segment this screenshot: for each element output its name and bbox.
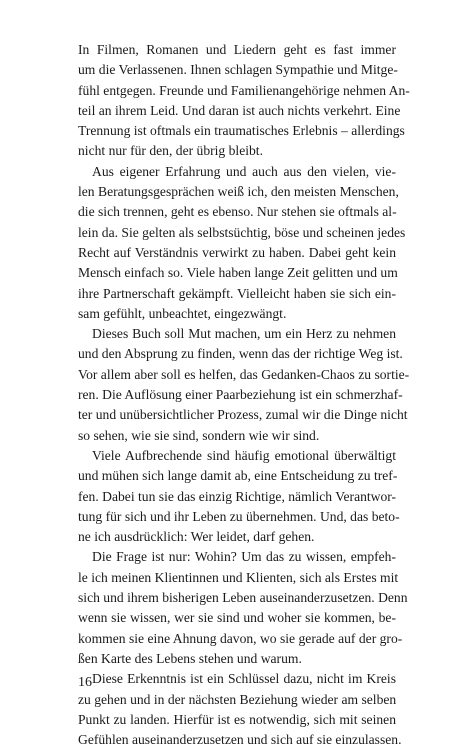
text-line: so sehen, wie sie sind, sondern wie wir sind. <box>78 427 320 443</box>
paragraph <box>78 446 400 547</box>
paragraph <box>78 162 406 324</box>
text-line: zu gehen und in der nächsten Beziehung wieder am selben <box>78 691 397 707</box>
text-line: nicht nur für den, der übrig bleibt. <box>78 143 263 159</box>
text-line: sam gefühlt, unbeachtet, eingezwängt. <box>78 305 287 321</box>
text-line: Mensch einfach so. Viele haben lange Zeit gelitten und um <box>78 265 398 281</box>
text-line: tung für sich und ihr Leben zu übernehmen. Und, das beto- <box>78 508 400 524</box>
page-number: 16 <box>78 675 92 690</box>
text-line: und mühen sich lange damit ab, eine Entscheidung zu tref- <box>78 468 398 484</box>
text-line: fen. Dabei tun sie das einzig Richtige, nämlich Verantwor- <box>78 488 397 504</box>
text-line: fühl entgegen. Freunde und Familienangehörige nehmen An- <box>78 82 410 98</box>
text-line: ter und unübersichtlicher Prozess, zumal wir die Dinge nicht <box>78 407 408 423</box>
text-line: sich und ihrem bisherigen Leben auseinanderzusetzen. Denn <box>78 590 408 606</box>
text-line: wenn sie wissen, wer sie sind und woher sie kommen, be- <box>78 610 396 626</box>
text-line: Die Frage ist nur: Wohin? Um das zu wissen, empfeh- <box>92 549 396 565</box>
text-line: Trennung ist oftmals ein traumatisches Erlebnis – allerdings <box>78 123 405 139</box>
text-line: ihre Partnerschaft gekämpft. Vielleicht haben sie sich ein- <box>78 285 396 301</box>
text-line: Dieses Buch soll Mut machen, um ein Herz zu nehmen <box>92 326 396 342</box>
text-line: In Filmen, Romanen und Liedern geht es fast immer <box>78 42 396 57</box>
paragraph <box>78 324 410 446</box>
text-line: kommen sie eine Ahnung davon, wo sie gerade auf der gro- <box>78 630 403 646</box>
text-line: um die Verlassenen. Ihnen schlagen Sympathie und Mitge- <box>78 62 398 78</box>
text-line: Viele Aufbrechende sind häufig emotional überwältigt <box>92 447 396 463</box>
text-line: die sich trennen, geht es ebenso. Nur stehen sie oftmals al- <box>78 204 397 220</box>
paragraph <box>78 669 402 750</box>
text-line: Diese Erkenntnis ist ein Schlüssel dazu, nicht im Kreis <box>92 671 396 687</box>
body-text <box>78 40 410 750</box>
text-line: ßen Karte des Lebens stehen und warum. <box>78 650 302 666</box>
text-line: ne ich ausdrücklich: Wer leidet, darf gehen. <box>78 529 315 545</box>
text-line: lein da. Sie gelten als selbstsüchtig, böse und scheinen jedes <box>78 224 406 240</box>
paragraph <box>78 40 410 162</box>
text-line: le ich meinen Klientinnen und Klienten, sich als Erstes mit <box>78 569 399 585</box>
text-line: len Beratungsgesprächen weiß ich, den meisten Menschen, <box>78 184 399 200</box>
text-line: Vor allem aber soll es helfen, das Gedanken-Chaos zu sortie- <box>78 366 410 382</box>
text-line: Recht auf Verständnis verwirkt zu haben. Dabei geht kein <box>78 244 396 260</box>
text-line: Aus eigener Erfahrung und auch aus den vielen, vie- <box>92 163 396 179</box>
text-line: Punkt zu landen. Hierfür ist es notwendig, sich mit seinen <box>78 711 396 727</box>
text-line: und den Absprung zu finden, wenn das der richtige Weg ist. <box>78 346 403 362</box>
text-line: Gefühlen auseinanderzusetzen und sich auf sie einzulassen. <box>78 732 402 748</box>
text-line: teil an ihrem Leid. Und daran ist auch nichts verkehrt. Eine <box>78 102 401 118</box>
text-line: ren. Die Auflösung einer Paarbeziehung ist ein schmerzhaf- <box>78 387 403 403</box>
paragraph <box>78 547 408 669</box>
